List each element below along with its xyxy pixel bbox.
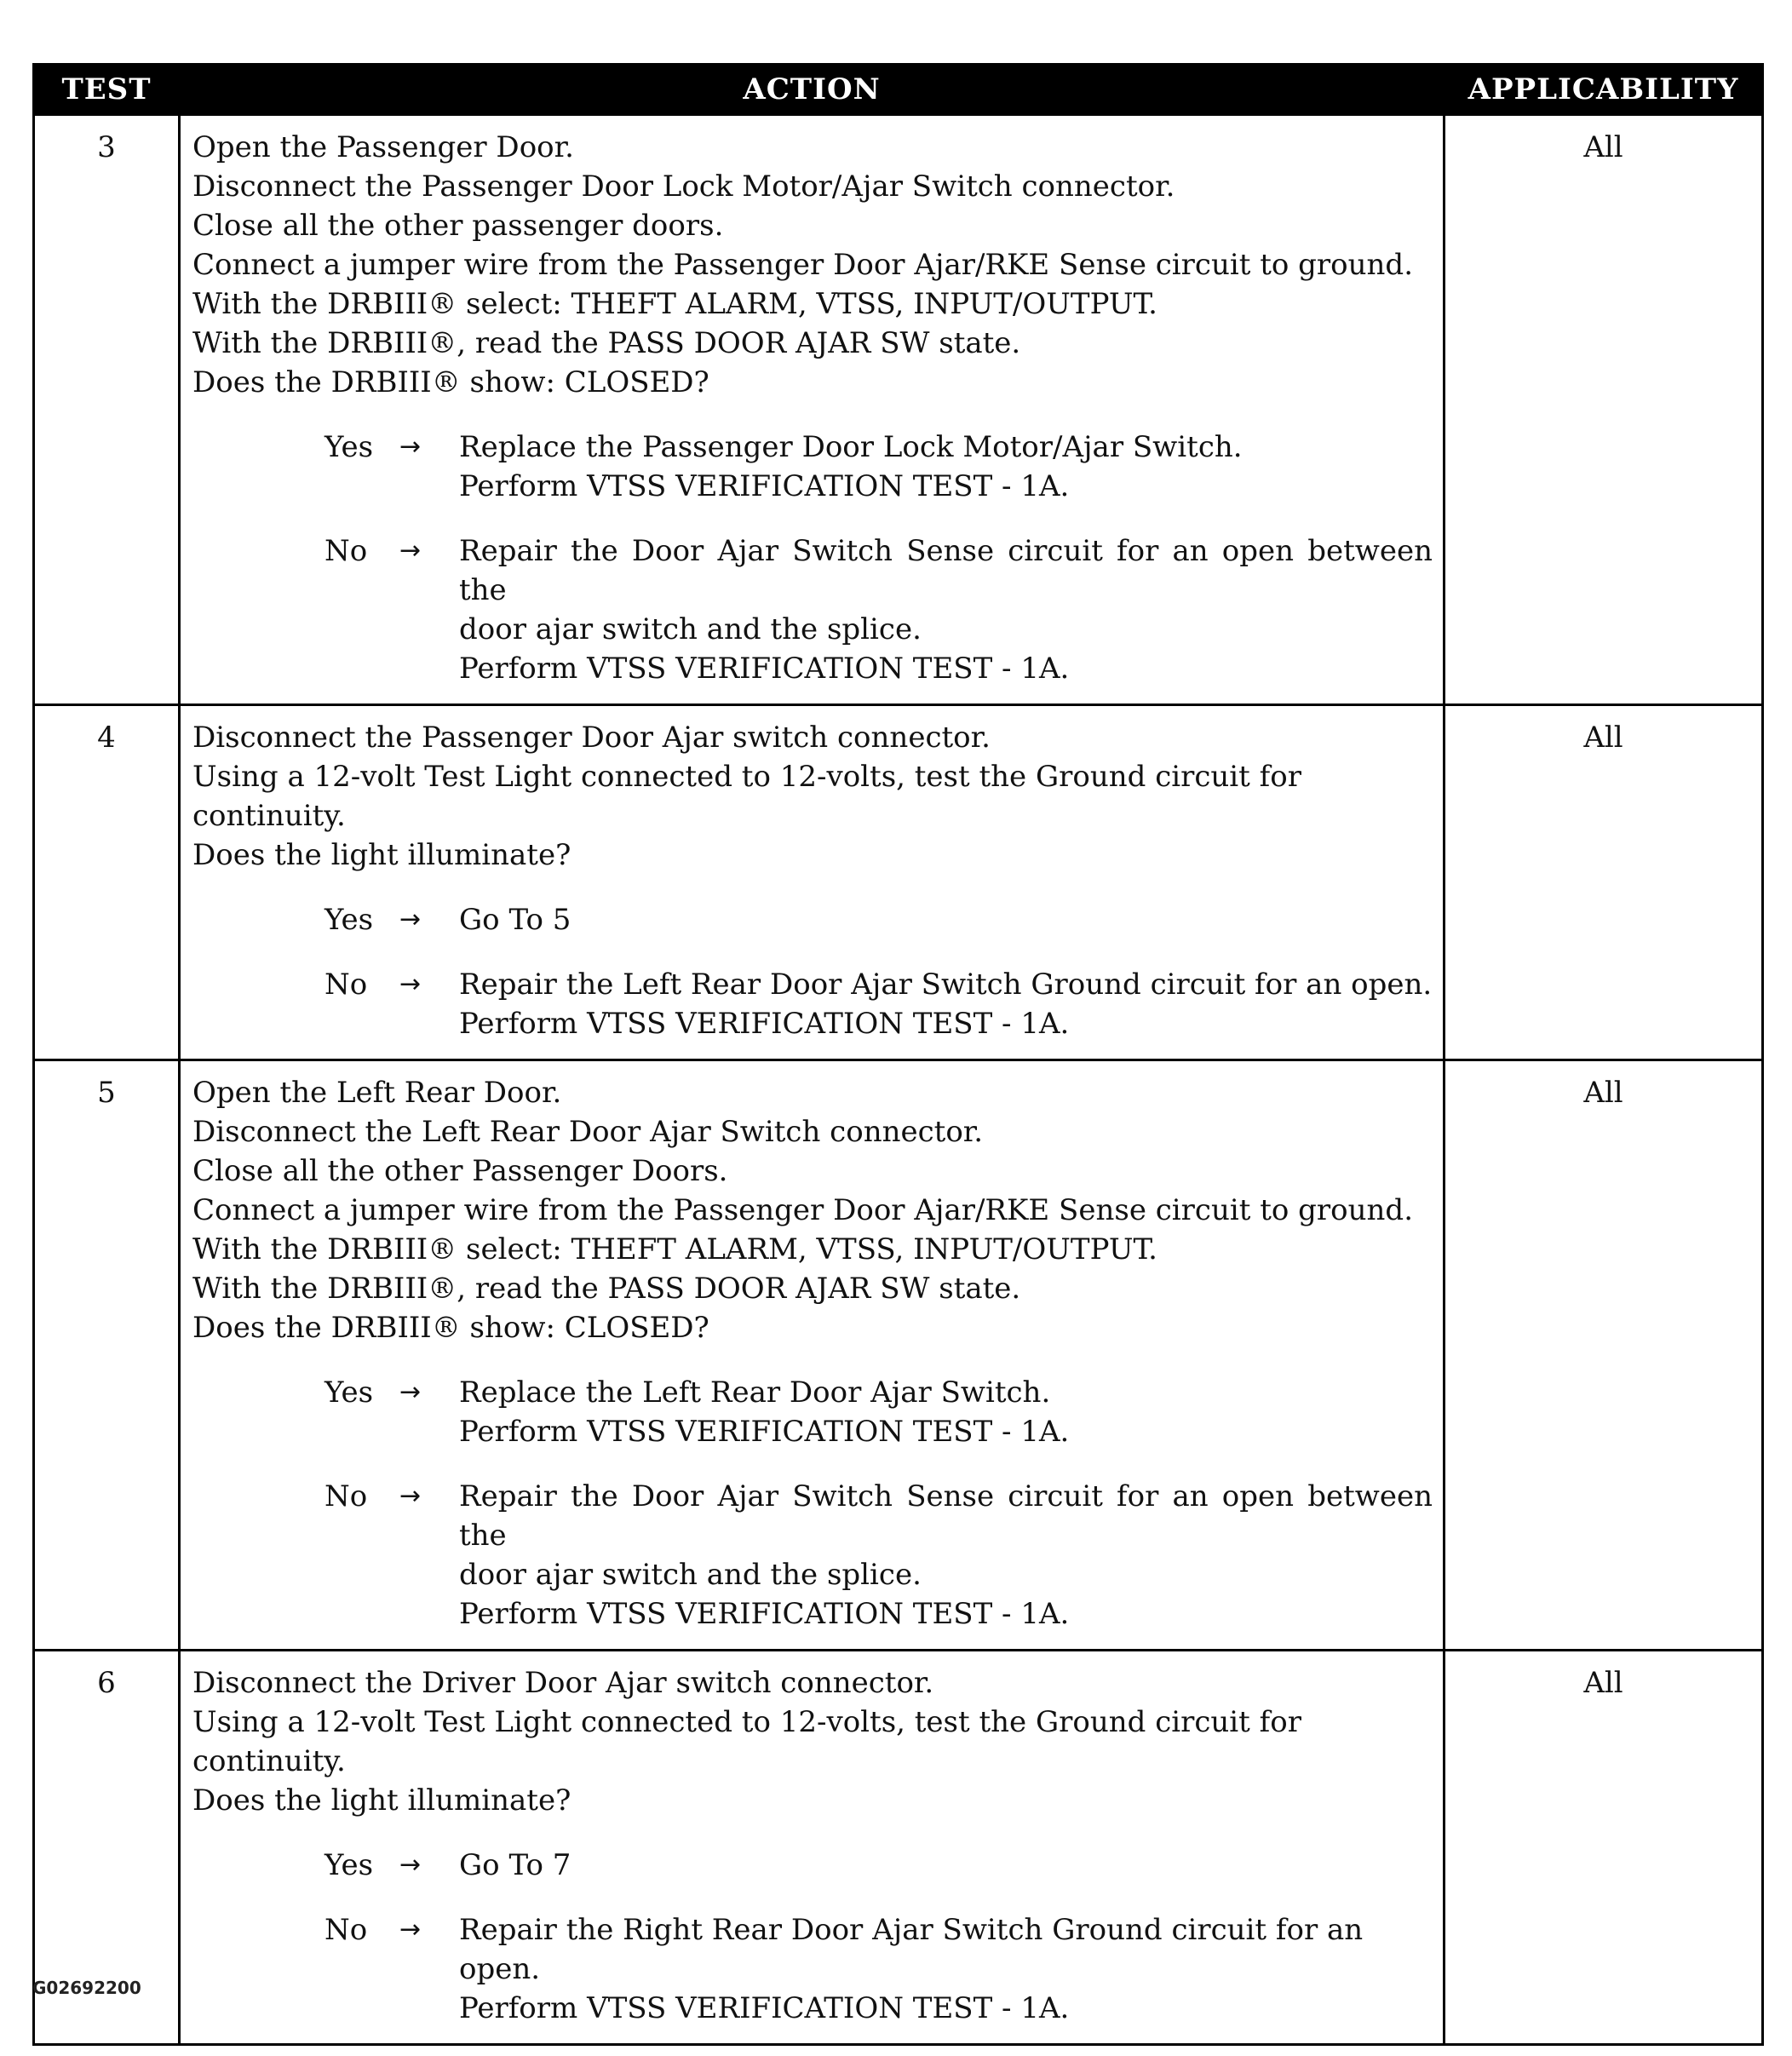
test-number: 3 bbox=[34, 115, 180, 705]
yes-label: Yes bbox=[325, 1375, 374, 1410]
no-result-line: Repair the Left Rear Door Ajar Switch Ground circuit for an open. bbox=[459, 968, 1433, 1002]
action-step: Disconnect the Passenger Door Lock Motor/Ajar Switch connector. bbox=[192, 169, 1175, 204]
test-number: 4 bbox=[34, 705, 180, 1060]
yes-result bbox=[459, 900, 1433, 939]
table-row bbox=[34, 1651, 1763, 2045]
action-step: Disconnect the Left Rear Door Ajar Switch connector. bbox=[192, 1115, 984, 1149]
arrow-right-icon: → bbox=[399, 1915, 422, 1944]
yes-branch bbox=[192, 428, 1433, 506]
action-step: With the DRBIII® select: THEFT ALARM, VTSS, INPUT/OUTPUT. bbox=[192, 1232, 1157, 1266]
action-steps bbox=[192, 128, 1433, 402]
no-result-line: door ajar switch and the splice. bbox=[459, 612, 922, 646]
test-number: 6 bbox=[34, 1651, 180, 2045]
yes-result-line: Go To 5 bbox=[459, 903, 571, 937]
action-cell bbox=[180, 1651, 1445, 2045]
arrow-right-icon: → bbox=[399, 536, 422, 566]
yes-branch bbox=[192, 1373, 1433, 1451]
yes-branch bbox=[192, 1846, 1433, 1885]
action-step: With the DRBIII®, read the PASS DOOR AJAR SW state. bbox=[192, 326, 1021, 360]
action-step: Disconnect the Driver Door Ajar switch connector. bbox=[192, 1666, 934, 1700]
action-step: continuity. bbox=[192, 799, 346, 833]
applicability-value: All bbox=[1445, 115, 1763, 705]
no-label: No bbox=[325, 1913, 368, 1947]
arrow-right-icon: → bbox=[399, 969, 422, 999]
action-step: Open the Left Rear Door. bbox=[192, 1076, 562, 1110]
yes-label: Yes bbox=[325, 903, 374, 937]
yes-result bbox=[459, 1846, 1433, 1885]
figure-id: G02692200 bbox=[32, 1978, 141, 1998]
no-result-line: Repair the Right Rear Door Ajar Switch Ground circuit for an bbox=[459, 1913, 1364, 1947]
header-test: TEST bbox=[34, 65, 180, 115]
action-step: With the DRBIII®, read the PASS DOOR AJAR SW state. bbox=[192, 1272, 1021, 1306]
yes-result-line: Replace the Passenger Door Lock Motor/Ajar Switch. bbox=[459, 430, 1243, 464]
action-step: With the DRBIII® select: THEFT ALARM, VTSS, INPUT/OUTPUT. bbox=[192, 287, 1157, 321]
action-step: Does the DRBIII® show: CLOSED? bbox=[192, 1311, 709, 1345]
action-step: Does the DRBIII® show: CLOSED? bbox=[192, 365, 709, 399]
arrow-right-icon: → bbox=[399, 1377, 422, 1407]
action-step: Connect a jumper wire from the Passenger Door Ajar/RKE Sense circuit to ground. bbox=[192, 1193, 1413, 1227]
arrow-right-icon: → bbox=[399, 1481, 422, 1511]
no-label: No bbox=[325, 534, 368, 568]
action-cell bbox=[180, 1060, 1445, 1651]
action-cell bbox=[180, 705, 1445, 1060]
table-row bbox=[34, 1060, 1763, 1651]
action-steps bbox=[192, 1663, 1433, 1820]
action-step: Does the light illuminate? bbox=[192, 838, 571, 872]
no-result bbox=[459, 965, 1433, 1043]
action-step: Connect a jumper wire from the Passenger Door Ajar/RKE Sense circuit to ground. bbox=[192, 248, 1413, 282]
action-step: Using a 12-volt Test Light connected to 12-volts, test the Ground circuit for bbox=[192, 1705, 1301, 1739]
header-action: ACTION bbox=[180, 65, 1445, 115]
yes-result-line: Go To 7 bbox=[459, 1848, 571, 1882]
diagnostic-test-table bbox=[32, 63, 1764, 2046]
table-body bbox=[34, 115, 1763, 2045]
no-label: No bbox=[325, 968, 368, 1002]
no-result-line: Perform VTSS VERIFICATION TEST - 1A. bbox=[459, 1597, 1070, 1631]
no-result-line: door ajar switch and the splice. bbox=[459, 1558, 922, 1592]
applicability-value: All bbox=[1445, 1651, 1763, 2045]
arrow-right-icon: → bbox=[399, 905, 422, 934]
no-branch bbox=[192, 1910, 1433, 2028]
no-branch bbox=[192, 531, 1433, 688]
no-result-line: Perform VTSS VERIFICATION TEST - 1A. bbox=[459, 1007, 1070, 1041]
no-result bbox=[459, 531, 1433, 688]
no-result-line: Perform VTSS VERIFICATION TEST - 1A. bbox=[459, 1991, 1070, 2025]
action-step: Using a 12-volt Test Light connected to 12-volts, test the Ground circuit for bbox=[192, 760, 1301, 794]
applicability-value: All bbox=[1445, 1060, 1763, 1651]
arrow-right-icon: → bbox=[399, 432, 422, 462]
yes-label: Yes bbox=[325, 1848, 374, 1882]
action-step: Close all the other Passenger Doors. bbox=[192, 1154, 728, 1188]
action-step: Disconnect the Passenger Door Ajar switch connector. bbox=[192, 721, 991, 755]
applicability-value: All bbox=[1445, 705, 1763, 1060]
action-steps bbox=[192, 1073, 1433, 1347]
arrow-right-icon: → bbox=[399, 1850, 422, 1880]
no-label: No bbox=[325, 1479, 368, 1513]
no-branch bbox=[192, 965, 1433, 1043]
no-result-line: Repair the Door Ajar Switch Sense circuit for an open between the bbox=[459, 534, 1433, 607]
no-result-line: open. bbox=[459, 1952, 541, 1986]
table-row bbox=[34, 115, 1763, 705]
no-result bbox=[459, 1910, 1433, 2028]
action-step: continuity. bbox=[192, 1744, 346, 1778]
yes-result-line: Perform VTSS VERIFICATION TEST - 1A. bbox=[459, 469, 1070, 503]
action-step: Close all the other passenger doors. bbox=[192, 209, 724, 243]
action-step: Open the Passenger Door. bbox=[192, 130, 574, 164]
yes-label: Yes bbox=[325, 430, 374, 464]
no-result bbox=[459, 1477, 1433, 1634]
yes-result bbox=[459, 1373, 1433, 1451]
action-cell bbox=[180, 115, 1445, 705]
yes-result-line: Replace the Left Rear Door Ajar Switch. bbox=[459, 1375, 1051, 1410]
no-branch bbox=[192, 1477, 1433, 1634]
yes-branch bbox=[192, 900, 1433, 939]
header-applicability: APPLICABILITY bbox=[1445, 65, 1763, 115]
test-number: 5 bbox=[34, 1060, 180, 1651]
action-step: Does the light illuminate? bbox=[192, 1783, 571, 1818]
action-steps bbox=[192, 718, 1433, 875]
table-row bbox=[34, 705, 1763, 1060]
no-result-line: Repair the Door Ajar Switch Sense circuit for an open between the bbox=[459, 1479, 1433, 1553]
yes-result-line: Perform VTSS VERIFICATION TEST - 1A. bbox=[459, 1415, 1070, 1449]
yes-result bbox=[459, 428, 1433, 506]
no-result-line: Perform VTSS VERIFICATION TEST - 1A. bbox=[459, 652, 1070, 686]
table-header-row bbox=[34, 65, 1763, 115]
